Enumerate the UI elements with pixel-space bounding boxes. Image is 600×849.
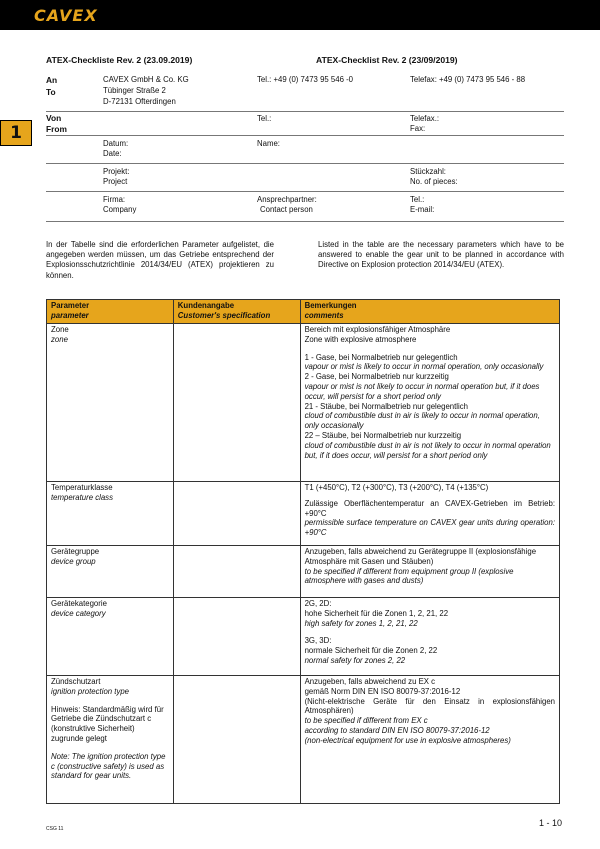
from-label-en: From — [46, 124, 67, 134]
intro-text-german: In der Tabelle sind die erforderlichen Parameter aufgelistet, die angegeben werden müssen, um das Getriebe entsprechend der Explosionsschutzrichtlinie 2014/34/EU (ATEX) projektieren zu können. — [46, 240, 274, 280]
temp-comment-en: permissible surface temperature on CAVEX gear units during operation: +90°C — [304, 518, 555, 538]
address-block — [46, 74, 564, 222]
table-row — [47, 482, 560, 546]
zone-comment-en: Zone with explosive atmosphere — [304, 334, 417, 344]
table-row — [47, 546, 560, 598]
contact-label-en: Contact person — [260, 205, 313, 214]
param-category-en: device category — [51, 608, 106, 618]
recipient-tel: Tel.: +49 (0) 7473 95 546 -0 — [257, 75, 354, 84]
category-2g-de: hohe Sicherheit für die Zonen 1, 2, 21, 22 — [304, 608, 449, 618]
category-3g-de: normale Sicherheit für die Zonen 2, 22 — [304, 646, 438, 656]
title-english: ATEX-Checklist Rev. 2 (23/09/2019) — [316, 55, 458, 65]
ignition-note-de: Hinweis: Standardmäßig wird für Getriebe die Zündschutzart c (konstruktive Sicherheit) zugrunde gelegt — [51, 704, 164, 743]
from-row[interactable] — [46, 112, 564, 136]
recipient-fax: Telefax: +49 (0) 7473 95 546 - 88 — [410, 75, 526, 84]
param-temp-en: temperature class — [51, 492, 113, 502]
pieces-label-de: Stückzahl: — [410, 167, 446, 176]
atex-parameter-table — [46, 299, 560, 804]
table-row — [47, 676, 560, 804]
ignition-comment-de: Anzugeben, falls abweichend zu EX c — [304, 677, 436, 686]
to-label-de: An — [46, 75, 58, 85]
group-comment-en: to be specified if different from equipment group II (explosive atmosphere with gases and dusts) — [304, 566, 514, 586]
project-label-de: Projekt: — [103, 167, 130, 176]
company-tel-label: Tel.: — [410, 195, 425, 204]
comments-cell — [300, 482, 559, 546]
param-group-de: Gerätegruppe — [51, 547, 100, 556]
page-number: 1 - 10 — [538, 818, 562, 828]
comments-cell — [300, 324, 559, 482]
customer-spec-cell-zone[interactable] — [173, 324, 300, 482]
header-customer-de: Kundenangabe — [177, 301, 235, 310]
header-parameter — [47, 300, 174, 324]
section-number-tab: 1 — [0, 120, 32, 146]
temp-classes: T1 (+450°C), T2 (+300°C), T3 (+200°C), T4 (+135°C) — [304, 483, 489, 492]
company-label-de: Firma: — [103, 195, 126, 204]
param-cell — [47, 598, 174, 676]
param-zone-de: Zone — [51, 325, 69, 334]
footer-code: CSG 11 — [46, 826, 64, 832]
category-3g-en: normal safety for zones 2, 22 — [304, 655, 406, 665]
param-zone-en: zone — [51, 334, 68, 344]
customer-spec-cell-group[interactable] — [173, 546, 300, 598]
from-fax-label-de: Telefax.: — [410, 114, 440, 123]
param-group-en: device group — [51, 556, 96, 566]
zone-2-en: vapour or mist is not likely to occur in normal operation but, if it does occur, will persist for a short period only — [304, 381, 540, 401]
comments-cell — [300, 598, 559, 676]
date-row[interactable] — [46, 136, 564, 164]
ignition-standard-de: gemäß Norm DIN EN ISO 80079-37:2016-12 — [304, 686, 461, 696]
temp-comment-de: Zulässige Oberflächentemperatur an CAVEX-Getrieben im Betrieb: +90°C — [304, 498, 555, 518]
recipient-city: D-72131 Ofterdingen — [103, 97, 176, 106]
zone-comment-de: Bereich mit explosionsfähiger Atmosphäre — [304, 325, 451, 334]
param-temp-de: Temperaturklasse — [51, 483, 113, 492]
param-cell — [47, 324, 174, 482]
param-cell — [47, 676, 174, 804]
param-cell — [47, 546, 174, 598]
from-tel-label: Tel.: — [257, 114, 272, 123]
header-comments — [300, 300, 559, 324]
group-comment-de: Anzugeben, falls abweichend zu Gerätegruppe II (explosionsfähige Atmosphäre mit Gasen und Stäuben) — [304, 547, 537, 566]
header-customer-spec — [173, 300, 300, 324]
ignition-comment-en: to be specified if different from EX c — [304, 716, 428, 726]
param-cell — [47, 482, 174, 546]
from-label-de: Von — [46, 113, 62, 123]
company-label-en: Company — [103, 205, 137, 214]
customer-spec-cell-category[interactable] — [173, 598, 300, 676]
zone-1-de: 1 - Gase, bei Normalbetrieb nur gelegentlich — [304, 352, 458, 362]
contact-label-de: Ansprechpartner: — [257, 195, 317, 204]
project-row[interactable] — [46, 164, 564, 192]
to-label-en: To — [46, 87, 56, 97]
ignition-note-en: Note: The ignition protection type c (constructive safety) is used as standard for gear units. — [51, 751, 166, 781]
category-3g-label: 3G, 3D: — [304, 636, 332, 646]
header-comments-de: Bemerkungen — [304, 301, 357, 310]
customer-spec-cell-ignition[interactable] — [173, 676, 300, 804]
date-label-en: Date: — [103, 149, 122, 158]
customer-spec-cell-temp[interactable] — [173, 482, 300, 546]
email-label: E-mail: — [410, 205, 435, 214]
title-german: ATEX-Checkliste Rev. 2 (23.09.2019) — [46, 55, 193, 65]
recipient-company: CAVEX GmbH & Co. KG — [103, 75, 189, 84]
intro-text-english: Listed in the table are the necessary parameters which have to be answered to enable the gear unit to be planned in accordance with Directive on Explosion protection 2014/34/EU (ATEX). — [318, 240, 564, 270]
ignition-equipment-de: (Nicht-elektrische Geräte für den Einsatz in explosionsfähigen Atmosphären) — [304, 696, 555, 716]
zone-21-de: 21 - Stäube, bei Normalbetrieb nur gelegentlich — [304, 401, 468, 411]
zone-21-en: cloud of combustible dust in air is likely to occur in normal operation, only occasionally — [304, 411, 540, 431]
header-comments-en: comments — [304, 311, 344, 320]
param-ignition-en: ignition protection type — [51, 686, 130, 696]
category-2g-label: 2G, 2D: — [304, 599, 332, 608]
to-row — [46, 74, 564, 112]
category-2g-en: high safety for zones 1, 2, 21, 22 — [304, 618, 418, 628]
header-parameter-de: Parameter — [51, 301, 90, 310]
table-header-row — [47, 300, 560, 324]
project-label-en: Project — [103, 177, 128, 186]
header-customer-en: Customer's specification — [177, 311, 271, 320]
company-row[interactable] — [46, 192, 564, 222]
from-fax-label-en: Fax: — [410, 124, 426, 133]
name-label: Name: — [257, 139, 280, 148]
date-label-de: Datum: — [103, 139, 129, 148]
table-row — [47, 324, 560, 482]
zone-22-en: cloud of combustible dust in air is not likely to occur in normal operation but, if it does occur, will persist for a short period only — [304, 440, 551, 460]
pieces-label-en: No. of pieces: — [410, 177, 458, 186]
zone-2-de: 2 - Gase, bei Normalbetrieb nur kurzzeitig — [304, 372, 449, 382]
header-parameter-en: parameter — [51, 311, 89, 320]
param-ignition-de: Zündschutzart — [51, 677, 101, 686]
ignition-standard-en: according to standard DIN EN ISO 80079-37:2016-12 — [304, 725, 490, 735]
table-row — [47, 598, 560, 676]
zone-1-en: vapour or mist is likely to occur in normal operation, only occasionally — [304, 362, 544, 372]
zone-22-de: 22 – Stäube, bei Normalbetrieb nur kurzzeitig — [304, 430, 462, 440]
ignition-equipment-en: (non-electrical equipment for use in explosive atmospheres) — [304, 735, 511, 745]
cavex-logo: CAVEX — [34, 6, 98, 25]
comments-cell — [300, 546, 559, 598]
recipient-street: Tübinger Straße 2 — [103, 86, 166, 95]
comments-cell — [300, 676, 559, 804]
param-category-de: Gerätekategorie — [51, 599, 107, 608]
